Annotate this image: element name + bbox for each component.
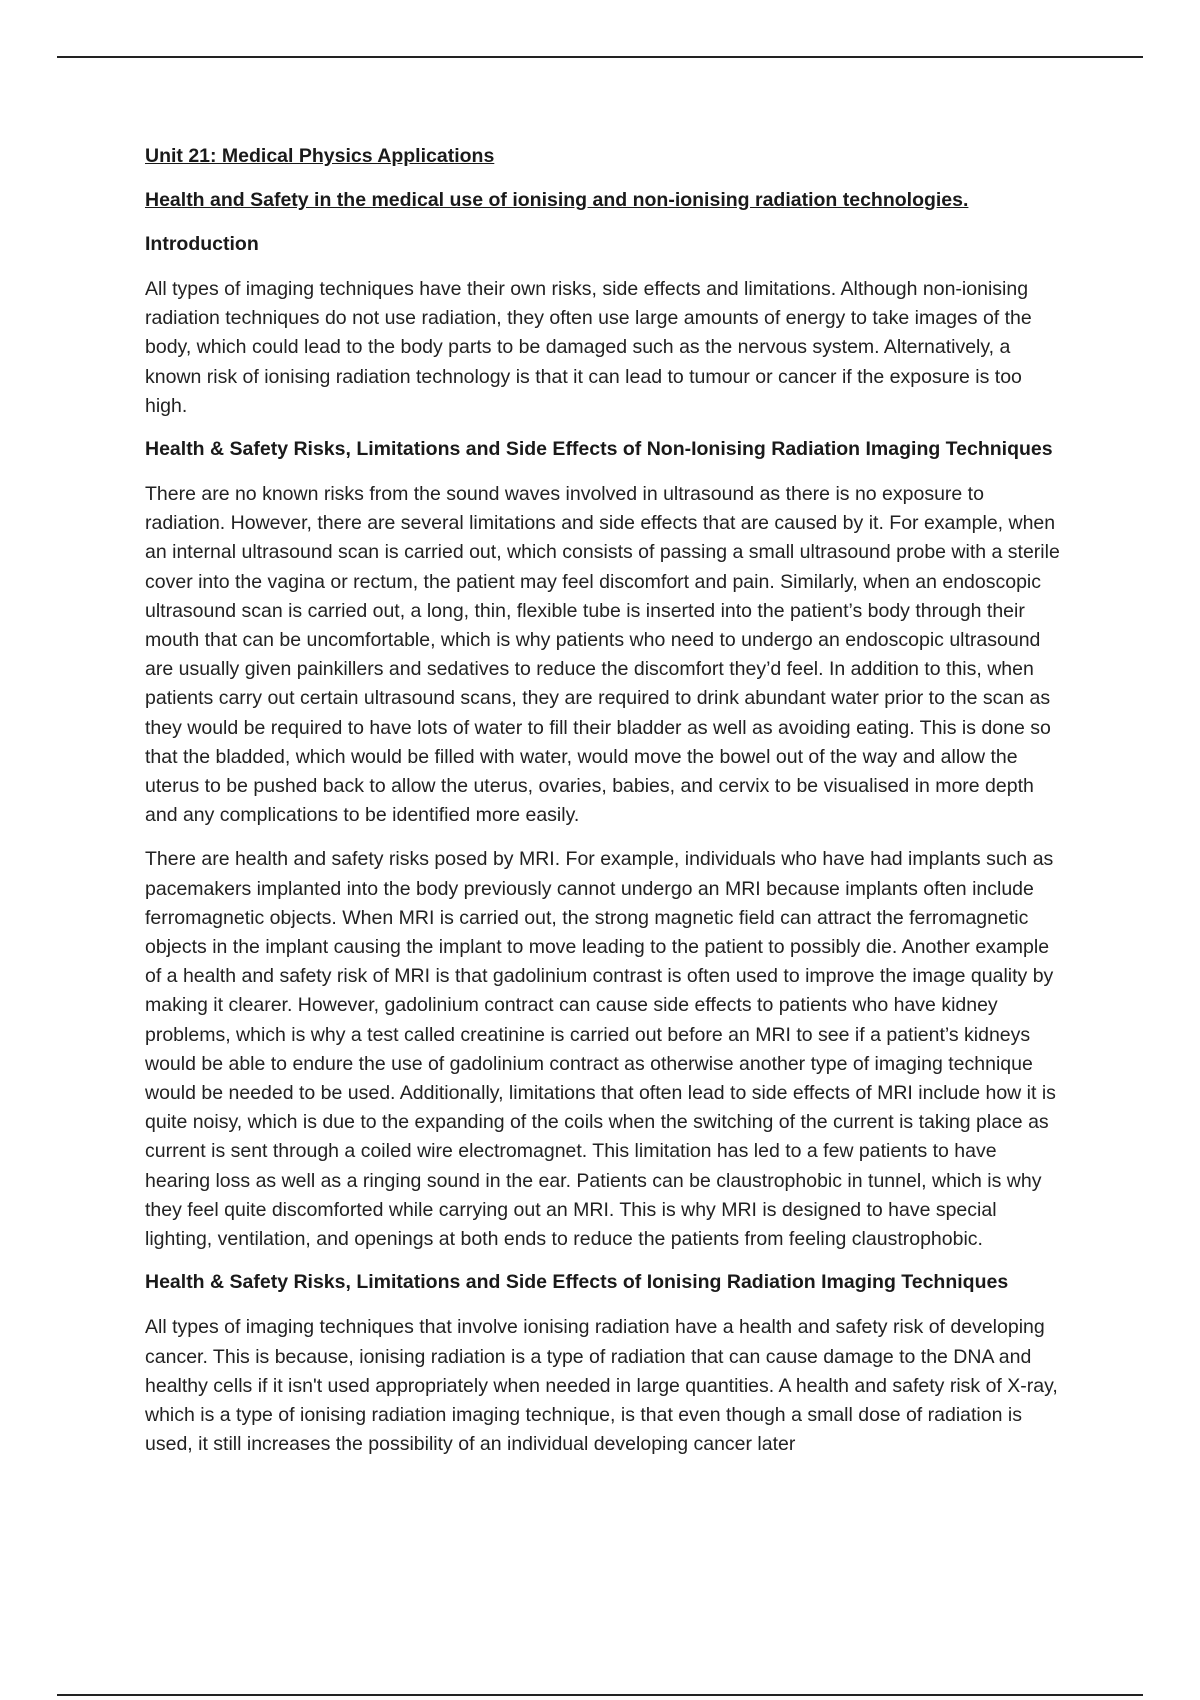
ultrasound-paragraph: There are no known risks from the sound waves involved in ultrasound as there is no exposure to radiation. However, there are several limitations and side effects that are caused by it. For example, when an internal ultrasound scan is carried out, which consists of passing a small ultrasound probe with a sterile cover into the vagina or rectum, the patient may feel discomfort and pain. Similarly, when an endoscopic ultrasound scan is carried out, a long, thin, flexible tube is inserted into the patient’s body through their mouth that can be uncomfortable, which is why patients who need to undergo an endoscopic ultrasound are usually given painkillers and sedatives to reduce the discomfort they’d feel. In addition to this, when patients carry out certain ultrasound scans, they are required to drink abundant water prior to the scan as they would be required to have lots of water to fill their bladder as well as avoiding eating. This is done so that the bladded, which would be filled with water, would move the bowel out of the way and allow the uterus to be pushed back to allow the uterus, ovaries, babies, and cervix to be visualised in more depth and any complications to be identified more easily. — [145, 483, 1060, 827]
ionising-paragraph: All types of imaging techniques that involve ionising radiation have a health and safety risk of developing cancer. This is because, ionising radiation is a type of radiation that can cause damage to the DNA and healthy cells if it isn't used appropriately when needed in large quantities. A health and safety risk of X-ray, which is a type of ionising radiation imaging technique, is that even though a small dose of radiation is used, it still increases the possibility of an individual developing cancer later — [145, 1316, 1058, 1456]
intro-paragraph: All types of imaging techniques have their own risks, side effects and limitations. Although non-ionising radiation techniques do not use radiation, they often use large amounts of energy to take images of the body, which could lead to the body parts to be damaged such as the nervous system. Alternatively, a known risk of ionising radiation technology is that it can lead to tumour or cancer if the exposure is too high. — [145, 278, 1032, 417]
header-rule — [57, 56, 1143, 58]
ionising-heading: Health & Safety Risks, Limitations and Side Effects of Ionising Radiation Imaging Techniques — [145, 1271, 1009, 1294]
mri-paragraph: There are health and safety risks posed by MRI. For example, individuals who have had implants such as pacemakers implanted into the body previously cannot undergo an MRI because implants often include ferromagnetic objects. When MRI is carried out, the strong magnetic field can attract the ferromagnetic objects in the implant causing the implant to move leading to the patient to possibly die. Another example of a health and safety risk of MRI is that gadolinium contrast is often used to improve the image quality by making it clearer. However, gadolinium contract can cause side effects to patients who have kidney problems, which is why a test called creatinine is carried out before an MRI to see if a patient’s kidneys would be able to endure the use of gadolinium contract as otherwise another type of imaging technique would be needed to be used. Additionally, limitations that often lead to side effects of MRI include how it is quite noisy, which is due to the expanding of the coils when the switching of the current is taking place as current is sent through a coiled wire electromagnet. This limitation has led to a few patients to have hearing loss as well as a ringing sound in the ear. Patients can be claustrophobic in tunnel, which is why they feel quite discomforted while carrying out an MRI. This is why MRI is designed to have special lighting, ventilation, and openings at both ends to reduce the patients from feeling claustrophobic. — [145, 848, 1056, 1251]
non-ionising-heading: Health & Safety Risks, Limitations and Side Effects of Non-Ionising Radiation Imaging Techniques — [145, 438, 1053, 461]
footer-rule — [57, 1694, 1143, 1696]
intro-heading: Introduction — [145, 233, 259, 255]
document-subtitle: Health and Safety in the medical use of ionising and non-ionising radiation technologies. — [145, 189, 969, 211]
document-title: Unit 21: Medical Physics Applications — [145, 145, 495, 167]
document-body — [145, 143, 1063, 1474]
